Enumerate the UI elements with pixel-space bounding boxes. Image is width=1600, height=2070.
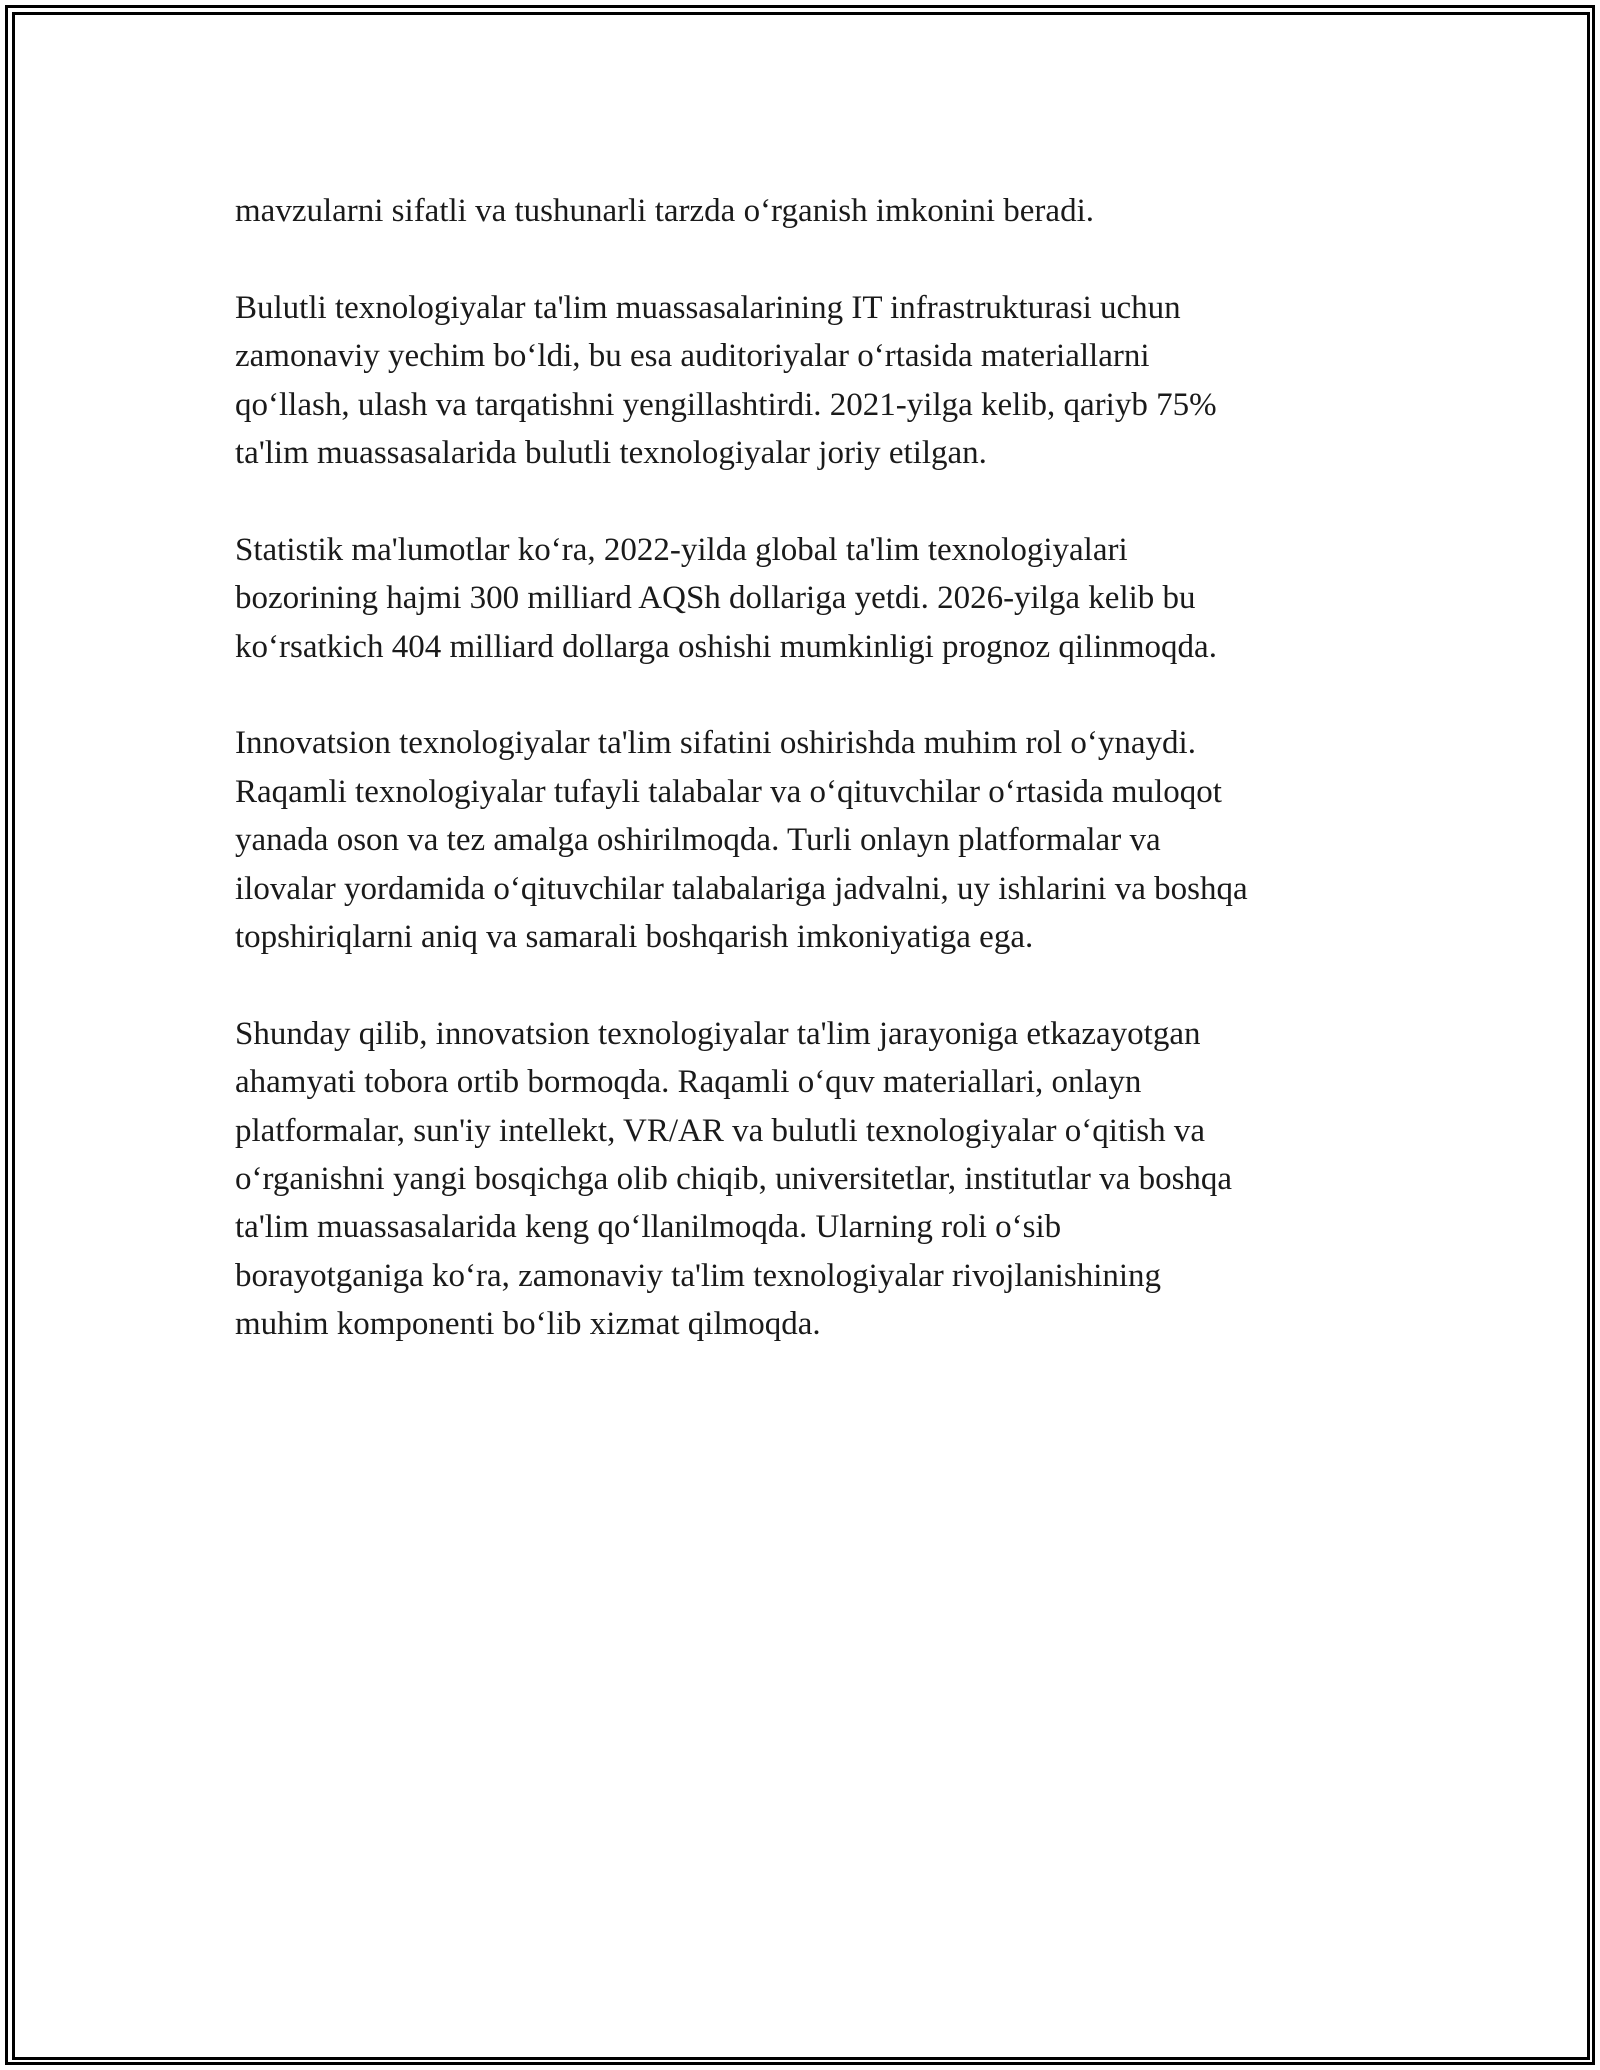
paragraph-innovative-technologies: Innovatsion texnologiyalar ta'lim sifatini oshirishda muhim rol o‘ynaydi. Raqamli texnologiyalar tufayli talabalar va o‘qituvchilar o‘rtasida muloqot yanada oson va tez amalga oshirilmoqda. Turli onlayn platformalar va ilovalar yordamida o‘qituvchilar talabalariga jadvalni, uy ishlarini va boshqa topshiriqlarni aniq va samarali boshqarish imkoniyatiga ega.	[235, 725, 1248, 956]
paragraph-cloud-technologies: Bulutli texnologiyalar ta'lim muassasalarining IT infrastrukturasi uchun zamonaviy yechim bo‘ldi, bu esa auditoriyalar o‘rtasida materiallarni qo‘llash, ulash va tarqatishni yengillashtirdi. 2021-yilga kelib, qariyb 75% ta'lim muassasalarida bulutli texnologiyalar joriy etilgan.	[235, 289, 1217, 472]
paragraph-continuation: mavzularni sifatli va tushunarli tarzda o‘rganish imkonini beradi.	[235, 193, 1094, 229]
document-body	[235, 187, 1385, 1397]
paragraph-conclusion: Shunday qilib, innovatsion texnologiyalar ta'lim jarayoniga etkazayotgan ahamyati tobora ortib bormoqda. Raqamli o‘quv materiallari, onlayn platformalar, sun'iy intellekt, VR/AR va bulutli texnologiyalar o‘qitish va o‘rganishni yangi bosqichga olib chiqib, universitetlar, institutlar va boshqa ta'lim muassasalarida keng qo‘llanilmoqda. Ularning roli o‘sib borayotganiga ko‘ra, zamonaviy ta'lim texnologiyalar rivojlanishining muhim komponenti bo‘lib xizmat qilmoqda.	[235, 1015, 1233, 1343]
paragraph-market-statistics: Statistik ma'lumotlar ko‘ra, 2022-yilda global ta'lim texnologiyalari bozorining hajmi 300 milliard AQSh dollariga yetdi. 2026-yilga kelib bu ko‘rsatkich 404 milliard dollarga oshishi mumkinligi prognoz qilinmoqda.	[235, 531, 1217, 665]
